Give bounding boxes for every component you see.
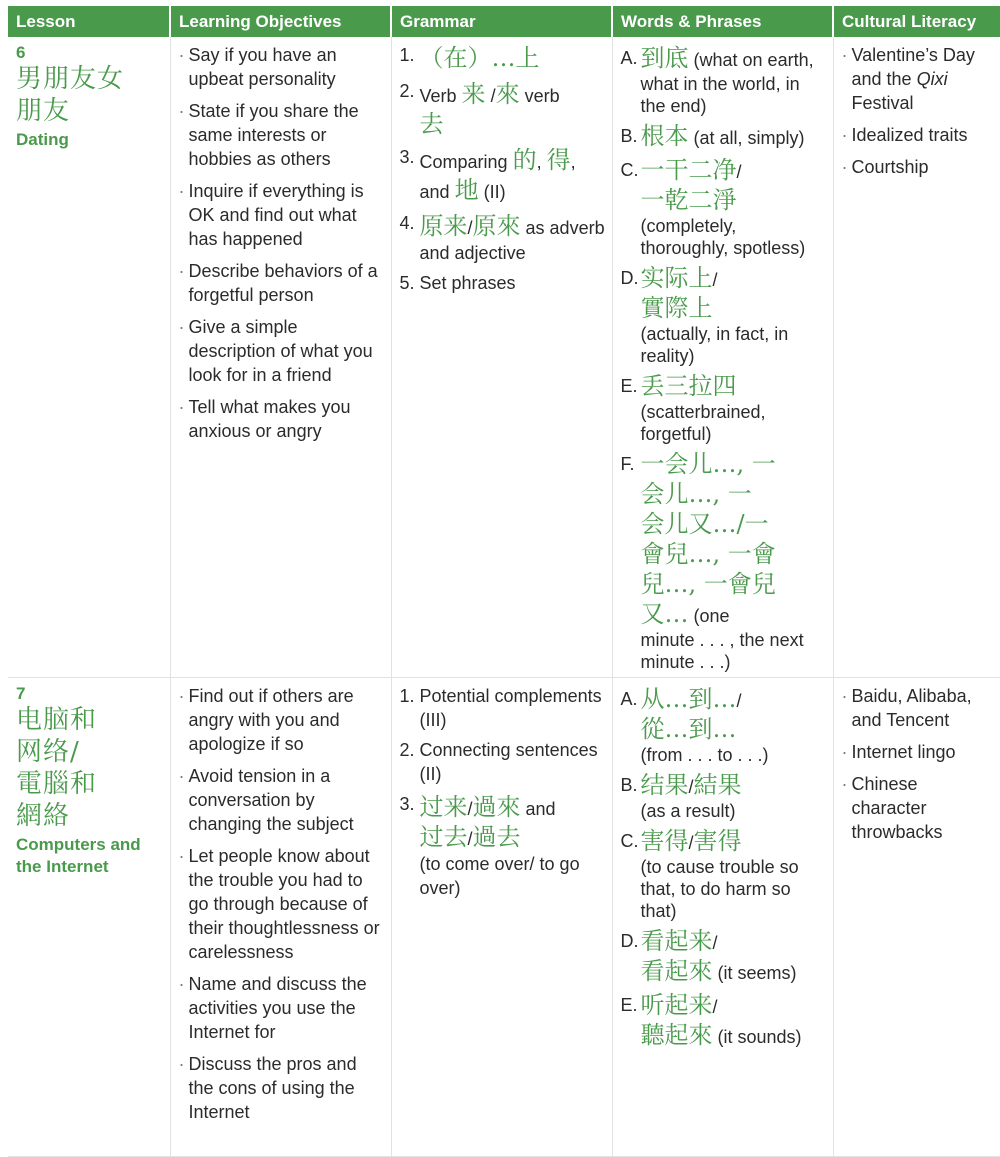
lesson-title-zh: 電腦和: [16, 769, 98, 799]
list-item: [842, 155, 995, 179]
grammar-text: as adverb and adjective: [419, 218, 605, 263]
word-gloss: (what on earth, what in the world, in the end): [640, 50, 814, 116]
word-zh: 害得: [693, 827, 742, 855]
culture-text: Valentine’s Day and the: [851, 45, 975, 89]
item-number: 4.: [399, 213, 415, 233]
list-item: · State if you share the same interests or hobbies as others: [179, 99, 385, 171]
objectives-cell: [170, 678, 391, 1157]
culture-text: Festival: [851, 93, 914, 113]
list-item: C. 一干二净/ 一乾二淨 (completely, thoroughly, spotless): [620, 156, 806, 258]
grammar-text: Connecting sentences (II): [419, 740, 598, 784]
list-item: [400, 792, 606, 900]
separator: /: [490, 86, 496, 106]
header-lesson: Lesson: [8, 6, 170, 37]
grammar-zh: 过来: [419, 793, 468, 821]
list-item: [621, 449, 827, 673]
item-number: 2.: [399, 81, 415, 101]
item-number: 2.: [399, 740, 415, 760]
culture-text-italic: Qixi: [916, 69, 948, 89]
list-item: [842, 123, 995, 147]
word-zh: 听起来: [640, 991, 713, 1019]
grammar-cell: [391, 37, 612, 678]
grammar-zh: 来: [461, 80, 486, 108]
words-cell: [612, 37, 833, 678]
word-zh: 一干二净: [640, 156, 737, 184]
lesson-cell: [8, 37, 170, 678]
item-number: 3.: [399, 794, 415, 814]
list-item: D. 实际上/ 實際上 (actually, in fact, in reality): [620, 264, 789, 366]
list-item: · Find out if others are angry with you and apologize if so: [179, 684, 385, 756]
word-zh: 從…到…: [640, 715, 737, 743]
list-item: [621, 43, 827, 117]
grammar-text: and: [525, 799, 556, 819]
separator: /: [467, 218, 473, 238]
grammar-zh: 的: [512, 146, 537, 174]
grammar-zh: 去: [419, 110, 444, 138]
word-zh: 聽起來: [640, 1021, 713, 1049]
lesson-title-zh: 網絡: [16, 801, 71, 831]
list-item: · Name and discuss the activities you use the Internet for: [179, 972, 385, 1044]
word-zh: 實際上: [640, 294, 713, 322]
word-gloss: (it sounds): [717, 1027, 802, 1047]
header-cultural-literacy: Cultural Literacy: [833, 6, 1000, 37]
list-item: [621, 371, 827, 445]
list-item: [400, 738, 606, 786]
word-gloss: (to cause trouble so that, to do harm so that): [640, 857, 799, 921]
item-number: 5.: [399, 273, 415, 293]
lesson-title-zh: 电脑和: [16, 705, 98, 735]
table-row: [8, 678, 1000, 1157]
lesson-number: 7: [16, 684, 26, 703]
list-item: E. 听起来/ 聽起來 (it sounds): [620, 991, 802, 1049]
word-gloss: (one: [693, 606, 730, 626]
word-zh: 害得: [640, 827, 689, 855]
word-gloss: (completely, thoroughly, spotless): [640, 216, 806, 258]
grammar-text: Potential complements (III): [419, 686, 602, 730]
word-gloss: (scatterbrained, forgetful): [640, 402, 766, 444]
header-grammar: Grammar: [391, 6, 612, 37]
culture-cell: [833, 678, 1000, 1157]
item-number: 3.: [399, 147, 415, 167]
grammar-text: (II): [483, 182, 506, 202]
grammar-text: and: [419, 182, 450, 202]
word-zh: 看起来: [640, 927, 713, 955]
word-zh: 结果: [640, 771, 689, 799]
grammar-zh: 過來: [472, 793, 521, 821]
separator: ,: [536, 152, 542, 172]
lesson-title-zh: 网络/: [16, 737, 80, 767]
word-zh: 丢三拉四: [640, 372, 737, 400]
list-item: · Discuss the pros and the cons of using the Internet: [179, 1052, 385, 1124]
item-letter: C.: [620, 831, 639, 851]
word-gloss: (actually, in fact, in reality): [640, 324, 789, 366]
grammar-zh: 原来: [419, 212, 468, 240]
lesson-cell: [8, 678, 170, 1157]
grammar-zh: 过去: [419, 823, 468, 851]
list-item: · Internet lingo: [842, 740, 995, 764]
item-letter: A.: [620, 689, 638, 709]
grammar-gloss: (to come over/ to go over): [419, 854, 580, 898]
list-item: · Describe behaviors of a forgetful person: [179, 259, 385, 307]
separator: /: [467, 829, 473, 849]
word-zh: 看起來: [640, 957, 713, 985]
header-learning-objectives: Learning Objectives: [170, 6, 391, 37]
word-gloss: (it seems): [717, 963, 797, 983]
list-item: · Baidu, Alibaba, and Tencent: [842, 684, 995, 732]
list-item: [621, 121, 827, 151]
item-letter: B.: [620, 126, 638, 146]
grammar-zh: 地: [454, 176, 479, 204]
item-letter: D.: [620, 931, 639, 951]
grammar-zh: （在）…上: [419, 44, 540, 72]
list-item: D. 看起来/ 看起來 (it seems): [620, 927, 797, 985]
item-number: 1.: [399, 45, 415, 65]
lesson-title-zh: 男朋友女: [16, 64, 125, 94]
word-zh: 一乾二淨: [640, 186, 737, 214]
culture-cell: [833, 37, 1000, 678]
word-zh: 从…到…: [640, 685, 737, 713]
list-item: A. 从…到…/ 從…到… (from . . . to . . .): [620, 685, 769, 765]
grammar-zh: 過去: [472, 823, 521, 851]
item-letter: B.: [620, 775, 638, 795]
objectives-cell: [170, 37, 391, 678]
item-letter: E.: [620, 376, 638, 396]
separator: /: [467, 799, 473, 819]
list-item: · Chinese character throwbacks: [842, 772, 995, 844]
list-item: [400, 79, 606, 139]
list-item: · Let people know about the trouble you had to go through because of their thoughtlessness or carelessness: [179, 844, 385, 964]
word-gloss: (from . . . to . . .): [640, 745, 769, 765]
item-letter: D.: [620, 268, 639, 288]
list-item: [400, 684, 606, 732]
word-zh: 又…: [640, 600, 689, 628]
grammar-text: Set phrases: [419, 273, 516, 293]
lesson-title-zh: 朋友: [16, 96, 71, 126]
culture-text: Courtship: [851, 157, 929, 177]
item-letter: F.: [620, 454, 635, 474]
list-item: · Avoid tension in a conversation by changing the subject: [179, 764, 385, 836]
word-zh: 兒…, 一會兒: [640, 570, 776, 598]
list-item: [400, 211, 606, 265]
list-item: · Give a simple description of what you look for in a friend: [179, 315, 385, 387]
item-letter: E.: [620, 995, 638, 1015]
lesson-number: 6: [16, 43, 26, 62]
word-zh: 結果: [693, 771, 742, 799]
grammar-zh: 得: [546, 146, 571, 174]
word-zh: 实际上: [640, 264, 713, 292]
grammar-text: Verb: [419, 86, 457, 106]
list-item: [842, 43, 995, 115]
item-letter: C.: [620, 160, 639, 180]
table-row: [8, 37, 1000, 678]
list-item: [400, 271, 606, 295]
header-row: [8, 6, 1000, 37]
word-zh: 一会儿…, 一: [640, 450, 776, 478]
grammar-cell: [391, 678, 612, 1157]
list-item: C. 害得/害得 (to cause trouble so that, to do harm so that): [620, 827, 799, 921]
word-gloss: (as a result): [640, 801, 736, 821]
culture-text: Idealized traits: [851, 125, 968, 145]
list-item: · Tell what makes you anxious or angry: [179, 395, 385, 443]
list-item: · Say if you have an upbeat personality: [179, 43, 385, 91]
grammar-text: Comparing: [419, 152, 508, 172]
word-gloss: minute . . . , the next minute . . .): [640, 630, 804, 672]
word-zh: 会儿又…/一: [640, 510, 769, 538]
list-item: B. 结果/結果 (as a result): [620, 771, 742, 821]
words-cell: [612, 678, 833, 1157]
lesson-title-en: Computers and the Internet: [16, 835, 141, 876]
separator: ,: [570, 152, 576, 172]
grammar-text: verb: [524, 86, 560, 106]
syllabus-table-wrapper: [8, 6, 1000, 1157]
grammar-zh: 原來: [472, 212, 521, 240]
item-number: 1.: [399, 686, 415, 706]
word-zh: 到底: [640, 44, 689, 72]
list-item: [400, 43, 606, 73]
grammar-zh: 來: [495, 80, 520, 108]
header-words-phrases: Words & Phrases: [612, 6, 833, 37]
word-zh: 會兒…, 一會: [640, 540, 776, 568]
word-zh: 会儿…, 一: [640, 480, 752, 508]
word-zh: 根本: [640, 122, 689, 150]
syllabus-table: [8, 6, 1000, 1157]
list-item: [400, 145, 606, 205]
item-letter: A.: [620, 48, 638, 68]
lesson-title-en: Dating: [16, 130, 69, 149]
list-item: · Inquire if everything is OK and find out what has happened: [179, 179, 385, 251]
word-gloss: (at all, simply): [693, 128, 805, 148]
